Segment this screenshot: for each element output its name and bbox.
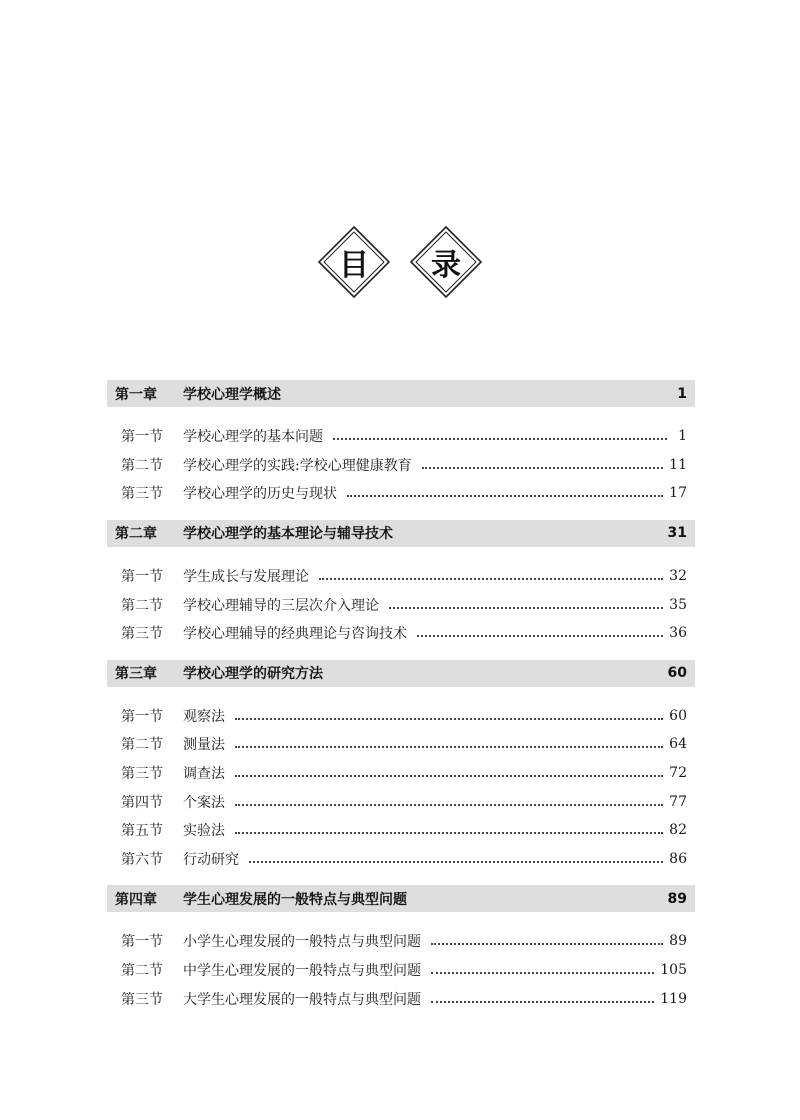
chapter-title: 学生心理发展的一般特点与典型问题 <box>183 891 407 908</box>
chapter-page-number: 60 <box>667 665 687 682</box>
section-page-number: 36 <box>669 625 687 642</box>
dot-leader <box>389 607 663 609</box>
section-list <box>107 687 695 886</box>
section-title: 调查法 <box>183 766 225 783</box>
section-row[interactable] <box>107 816 695 845</box>
section-label: 第一节 <box>121 569 163 586</box>
section-title: 观察法 <box>183 708 225 725</box>
table-of-contents <box>107 380 695 1025</box>
section-label: 第三节 <box>121 626 163 643</box>
section-title: 学校心理辅导的经典理论与咨询技术 <box>183 626 407 643</box>
dot-leader <box>235 804 663 806</box>
section-page-number: 11 <box>669 456 687 473</box>
heading-char-2: 录 <box>431 248 461 283</box>
section-page-number: 64 <box>669 736 687 753</box>
section-page-number: 32 <box>669 568 687 585</box>
chapter-page-number: 1 <box>677 385 687 402</box>
chapter-row[interactable] <box>107 380 695 407</box>
chapter-label: 第二章 <box>115 526 157 543</box>
section-row[interactable] <box>107 562 695 591</box>
chapter-title: 学校心理学概述 <box>183 386 281 403</box>
section-row[interactable] <box>107 590 695 619</box>
section-title: 测量法 <box>183 737 225 754</box>
dot-leader <box>319 578 663 580</box>
section-page-number: 86 <box>669 850 687 867</box>
section-row[interactable] <box>107 730 695 759</box>
chapter-label: 第四章 <box>115 891 157 908</box>
dot-leader <box>333 438 667 440</box>
section-label: 第一节 <box>121 708 163 725</box>
section-label: 第三节 <box>121 486 163 503</box>
section-row[interactable] <box>107 956 695 985</box>
section-title: 学生成长与发展理论 <box>183 569 309 586</box>
section-label: 第一节 <box>121 429 163 446</box>
section-title: 学校心理学的基本问题 <box>183 429 323 446</box>
dot-leader <box>417 635 663 637</box>
dot-leader <box>431 1001 654 1003</box>
section-label: 第四节 <box>121 794 163 811</box>
section-list <box>107 912 695 1025</box>
section-label: 第三节 <box>121 766 163 783</box>
dot-leader <box>235 718 663 720</box>
chapter-title: 学校心理学的研究方法 <box>183 666 323 683</box>
section-title: 大学生心理发展的一般特点与典型问题 <box>183 991 421 1008</box>
section-title: 个案法 <box>183 794 225 811</box>
heading-char-1: 目 <box>339 248 369 283</box>
section-row[interactable] <box>107 422 695 451</box>
heading-diamond-1 <box>318 226 390 298</box>
section-page-number: 1 <box>678 428 687 445</box>
dot-leader <box>235 775 663 777</box>
toc-heading <box>0 222 800 302</box>
section-page-number: 119 <box>660 990 687 1007</box>
section-page-number: 82 <box>669 822 687 839</box>
section-page-number: 60 <box>669 707 687 724</box>
section-list <box>107 407 695 520</box>
dot-leader <box>422 467 663 469</box>
chapter-page-number: 89 <box>667 890 687 907</box>
section-row[interactable] <box>107 759 695 788</box>
section-page-number: 17 <box>669 485 687 502</box>
section-row[interactable] <box>107 845 695 874</box>
section-row[interactable] <box>107 479 695 508</box>
section-label: 第五节 <box>121 823 163 840</box>
section-row[interactable] <box>107 927 695 956</box>
section-title: 学校心理学的实践:学校心理健康教育 <box>183 457 412 474</box>
chapter-title: 学校心理学的基本理论与辅导技术 <box>183 526 393 543</box>
section-title: 行动研究 <box>183 851 239 868</box>
section-row[interactable] <box>107 984 695 1013</box>
section-label: 第一节 <box>121 934 163 951</box>
section-row[interactable] <box>107 702 695 731</box>
chapter-row[interactable] <box>107 660 695 687</box>
section-page-number: 105 <box>660 962 687 979</box>
section-title: 小学生心理发展的一般特点与典型问题 <box>183 934 421 951</box>
section-title: 学校心理学的历史与现状 <box>183 486 337 503</box>
chapter-row[interactable] <box>107 885 695 912</box>
section-row[interactable] <box>107 451 695 480</box>
section-title: 实验法 <box>183 823 225 840</box>
dot-leader <box>249 861 663 863</box>
chapter-label: 第一章 <box>115 386 157 403</box>
section-label: 第二节 <box>121 457 163 474</box>
section-page-number: 72 <box>669 765 687 782</box>
section-page-number: 77 <box>669 793 687 810</box>
section-page-number: 89 <box>669 933 687 950</box>
dot-leader <box>235 746 663 748</box>
section-label: 第六节 <box>121 851 163 868</box>
section-label: 第二节 <box>121 737 163 754</box>
chapter-label: 第三章 <box>115 666 157 683</box>
section-title: 中学生心理发展的一般特点与典型问题 <box>183 963 421 980</box>
section-list <box>107 547 695 660</box>
dot-leader <box>431 943 663 945</box>
section-label: 第二节 <box>121 597 163 614</box>
chapter-page-number: 31 <box>667 525 687 542</box>
dot-leader <box>431 972 654 974</box>
section-title: 学校心理辅导的三层次介入理论 <box>183 597 379 614</box>
chapter-row[interactable] <box>107 520 695 547</box>
section-label: 第三节 <box>121 991 163 1008</box>
section-row[interactable] <box>107 619 695 648</box>
section-page-number: 35 <box>669 596 687 613</box>
section-row[interactable] <box>107 787 695 816</box>
dot-leader <box>235 832 663 834</box>
dot-leader <box>347 495 663 497</box>
section-label: 第二节 <box>121 963 163 980</box>
heading-diamond-2 <box>410 226 482 298</box>
